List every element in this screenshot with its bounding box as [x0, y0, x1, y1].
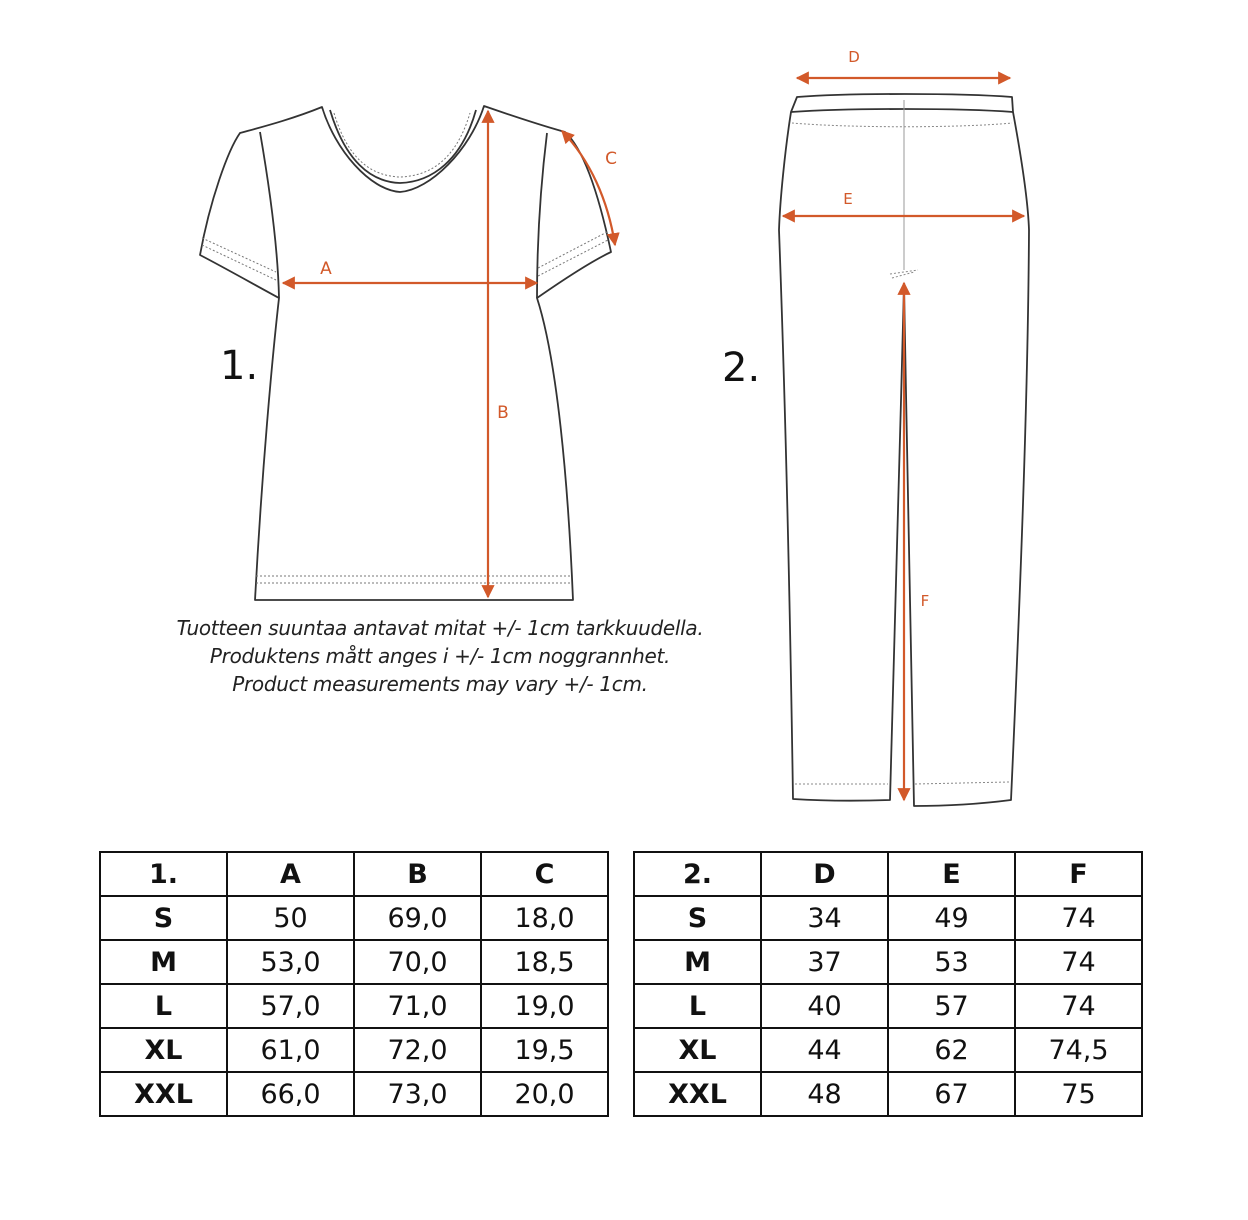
table-cell: 20,0: [481, 1072, 608, 1116]
table-cell: 48: [761, 1072, 888, 1116]
table-cell: 18,0: [481, 896, 608, 940]
size-label: XXL: [634, 1072, 761, 1116]
size-table-top: [99, 851, 609, 1117]
note-line-swedish: Produktens mått anges i +/- 1cm noggrannhet.: [209, 644, 671, 668]
table-header-cell: 1.: [100, 852, 227, 896]
figure-number-top: 1.: [220, 343, 259, 389]
table-cell: 37: [761, 940, 888, 984]
table-cell: 66,0: [227, 1072, 354, 1116]
table-header-cell: 2.: [634, 852, 761, 896]
table-header-cell: A: [227, 852, 354, 896]
table-row: [634, 940, 1142, 984]
table-row: [100, 984, 608, 1028]
figure-number-pants: 2.: [722, 345, 761, 391]
table-cell: 74: [1015, 940, 1142, 984]
size-label: XL: [634, 1028, 761, 1072]
measure-label-b: B: [497, 403, 509, 423]
table-header-row: [100, 852, 608, 896]
table-header-cell: C: [481, 852, 608, 896]
table-cell: 62: [888, 1028, 1015, 1072]
table-row: [634, 896, 1142, 940]
table-cell: 49: [888, 896, 1015, 940]
measure-label-c: C: [605, 149, 617, 169]
note-line-english: Product measurements may vary +/- 1cm.: [232, 672, 648, 696]
table-header-cell: B: [354, 852, 481, 896]
table-cell: 50: [227, 896, 354, 940]
table-header-cell: F: [1015, 852, 1142, 896]
table-cell: 69,0: [354, 896, 481, 940]
table-row: [100, 896, 608, 940]
size-label: S: [100, 896, 227, 940]
size-label: L: [634, 984, 761, 1028]
table-cell: 73,0: [354, 1072, 481, 1116]
size-label: L: [100, 984, 227, 1028]
table-header-cell: E: [888, 852, 1015, 896]
table-cell: 57: [888, 984, 1015, 1028]
measure-label-d: D: [848, 48, 860, 66]
table-row: [100, 940, 608, 984]
measure-label-e: E: [843, 190, 853, 208]
size-label: S: [634, 896, 761, 940]
table-header-row: [634, 852, 1142, 896]
table-cell: 72,0: [354, 1028, 481, 1072]
size-label: XL: [100, 1028, 227, 1072]
tshirt-outline: [200, 106, 611, 600]
table-row: [100, 1072, 608, 1116]
table-cell: 53,0: [227, 940, 354, 984]
table-row: [634, 1072, 1142, 1116]
table-cell: 67: [888, 1072, 1015, 1116]
measurement-note: [150, 614, 730, 698]
table-cell: 71,0: [354, 984, 481, 1028]
size-label: M: [100, 940, 227, 984]
table-cell: 19,0: [481, 984, 608, 1028]
note-line-finnish: Tuotteen suuntaa antavat mitat +/- 1cm tarkkuudella.: [176, 616, 704, 640]
table-cell: 61,0: [227, 1028, 354, 1072]
table-cell: 57,0: [227, 984, 354, 1028]
table-row: [100, 1028, 608, 1072]
size-label: XXL: [100, 1072, 227, 1116]
table-row: [634, 1028, 1142, 1072]
table-cell: 75: [1015, 1072, 1142, 1116]
table-cell: 19,5: [481, 1028, 608, 1072]
table-cell: 40: [761, 984, 888, 1028]
table-row: [634, 984, 1142, 1028]
table-cell: 70,0: [354, 940, 481, 984]
table-cell: 53: [888, 940, 1015, 984]
table-cell: 34: [761, 896, 888, 940]
table-cell: 18,5: [481, 940, 608, 984]
table-cell: 74,5: [1015, 1028, 1142, 1072]
measure-label-f: F: [920, 592, 930, 610]
table-cell: 74: [1015, 984, 1142, 1028]
size-table-pants: [633, 851, 1143, 1117]
table-cell: 44: [761, 1028, 888, 1072]
pants-stitching: [792, 100, 1012, 784]
table-header-cell: D: [761, 852, 888, 896]
size-label: M: [634, 940, 761, 984]
table-cell: 74: [1015, 896, 1142, 940]
measure-label-a: A: [320, 259, 332, 279]
